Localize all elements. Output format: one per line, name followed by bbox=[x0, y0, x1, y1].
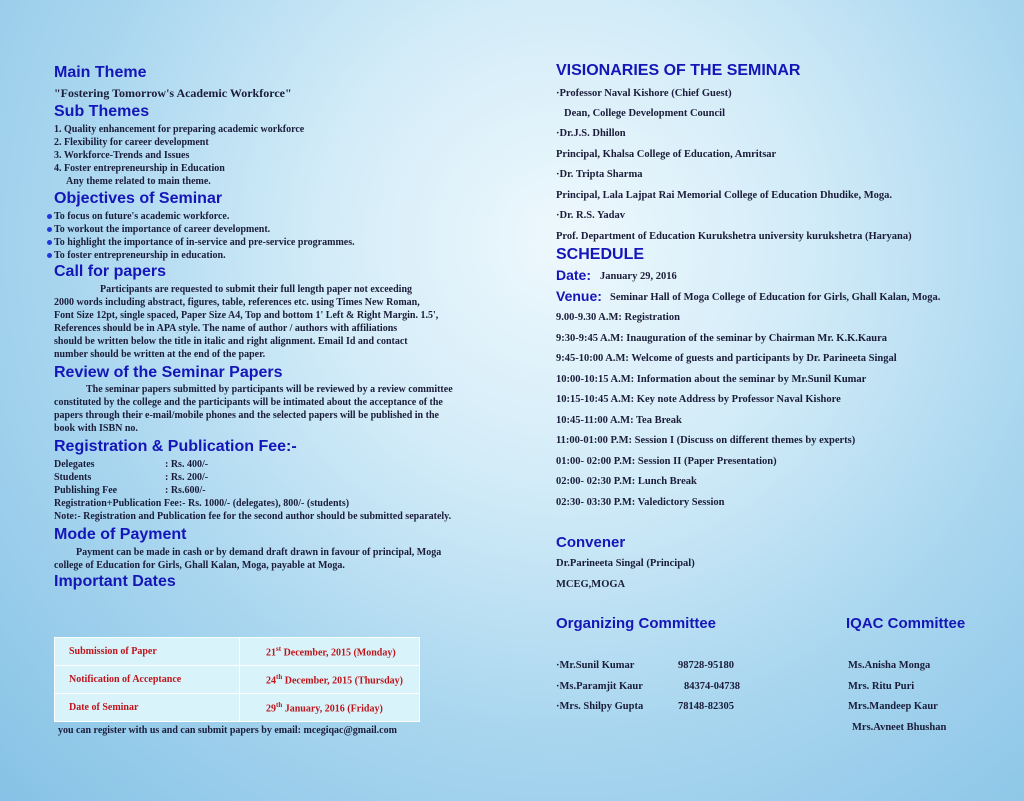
call-for-papers-line: 2000 words including abstract, figures, table, references etc. using Times New Roman, bbox=[54, 297, 420, 308]
call-for-papers-line: Participants are requested to submit their full length paper not exceeding bbox=[100, 284, 413, 295]
organizer-name: ·Mrs. Shilpy Gupta bbox=[556, 701, 644, 712]
bullet-icon bbox=[47, 227, 52, 232]
fee-combined: Registration+Publication Fee:- Rs. 1000/- (delegates), 800/- (students) bbox=[54, 498, 350, 509]
objective-item: To highlight the importance of in-service and pre-service programmes. bbox=[54, 237, 355, 248]
objective-item: To workout the importance of career development. bbox=[54, 224, 271, 235]
review-line: papers through their e-mail/mobile phones and the selected papers will be published in the bbox=[54, 410, 439, 421]
iqac-member: Mrs.Avneet Bhushan bbox=[852, 722, 947, 733]
fee-label: Publishing Fee bbox=[54, 485, 118, 496]
schedule-venue-value: Seminar Hall of Moga College of Education for Girls, Ghall Kalan, Moga. bbox=[610, 292, 941, 303]
schedule-item: 01:00- 02:00 P.M: Session II (Paper Presentation) bbox=[556, 456, 777, 467]
visionary-line: ·Dr. R.S. Yadav bbox=[556, 210, 625, 221]
objectives-heading: Objectives of Seminar bbox=[54, 190, 223, 207]
call-for-papers-heading: Call for papers bbox=[54, 263, 167, 280]
date-label: Submission of Paper bbox=[55, 638, 240, 666]
important-dates-table bbox=[54, 637, 420, 722]
visionary-line: Prof. Department of Education Kurukshetra university kurukshetra (Haryana) bbox=[556, 231, 912, 242]
visionary-line: Principal, Lala Lajpat Rai Memorial College of Education Dhudike, Moga. bbox=[556, 190, 892, 201]
payment-line: Payment can be made in cash or by demand draft drawn in favour of principal, Moga bbox=[76, 547, 442, 558]
fee-label: Delegates bbox=[54, 459, 95, 470]
review-line: constituted by the college and the participants will be intimated about the acceptance of the bbox=[54, 397, 443, 408]
visionary-line: Dean, College Development Council bbox=[564, 108, 725, 119]
convener-heading: Convener bbox=[556, 534, 626, 551]
visionary-line: ·Professor Naval Kishore (Chief Guest) bbox=[556, 88, 732, 99]
sub-theme-item: 1. Quality enhancement for preparing academic workforce bbox=[54, 124, 305, 135]
bullet-icon bbox=[47, 253, 52, 258]
schedule-item: 02:00- 02:30 P.M: Lunch Break bbox=[556, 476, 697, 487]
organizer-phone: 78148-82305 bbox=[678, 701, 734, 712]
visionaries-heading: VISIONARIES OF THE SEMINAR bbox=[556, 62, 801, 79]
schedule-heading: SCHEDULE bbox=[556, 246, 645, 263]
schedule-item: 02:30- 03:30 P.M: Valedictory Session bbox=[556, 497, 725, 508]
visionary-line: Principal, Khalsa College of Education, Amritsar bbox=[556, 149, 777, 160]
call-for-papers-line: number should be written at the end of the paper. bbox=[54, 349, 266, 360]
fee-note: Note:- Registration and Publication fee for the second author should be submitted separately. bbox=[54, 511, 452, 522]
main-theme-text: "Fostering Tomorrow's Academic Workforce" bbox=[54, 86, 292, 100]
sub-themes-heading: Sub Themes bbox=[54, 103, 150, 120]
schedule-date-label: Date: bbox=[556, 267, 592, 283]
schedule-item: 9:45-10:00 A.M: Welcome of guests and participants by Dr. Parineeta Singal bbox=[556, 353, 897, 364]
sub-theme-item: 2. Flexibility for career development bbox=[54, 137, 209, 148]
objective-item: To foster entrepreneurship in education. bbox=[54, 250, 226, 261]
table-row bbox=[55, 666, 420, 694]
date-value: 21st December, 2015 (Monday) bbox=[240, 638, 420, 666]
payment-heading: Mode of Payment bbox=[54, 526, 187, 543]
schedule-item: 11:00-01:00 P.M: Session I (Discuss on different themes by experts) bbox=[556, 435, 856, 446]
organizer-phone: 98728-95180 bbox=[678, 660, 734, 671]
date-label: Notification of Acceptance bbox=[55, 666, 240, 694]
organizer-name: ·Ms.Paramjit Kaur bbox=[556, 681, 643, 692]
review-line: book with ISBN no. bbox=[54, 423, 138, 434]
convener-line: MCEG,MOGA bbox=[556, 579, 626, 590]
schedule-date-value: January 29, 2016 bbox=[600, 271, 677, 282]
iqac-member: Mrs. Ritu Puri bbox=[848, 681, 915, 692]
objective-item: To focus on future's academic workforce. bbox=[54, 211, 230, 222]
organizer-name: ·Mr.Sunil Kumar bbox=[556, 660, 635, 671]
fee-value: : Rs. 200/- bbox=[165, 472, 209, 483]
call-for-papers-line: should be written below the title in italic and right alignment. Email Id and contact bbox=[54, 336, 408, 347]
schedule-venue-label: Venue: bbox=[556, 288, 602, 304]
date-label: Date of Seminar bbox=[55, 694, 240, 722]
main-theme-heading: Main Theme bbox=[54, 64, 147, 81]
schedule-item: 9:30-9:45 A.M: Inauguration of the seminar by Chairman Mr. K.K.Kaura bbox=[556, 333, 888, 344]
call-for-papers-line: Font Size 12pt, single spaced, Paper Size A4, Top and bottom 1' Left & Right Margin. 1.5', bbox=[54, 310, 439, 321]
organizer-phone: 84374-04738 bbox=[684, 681, 740, 692]
date-value: 29th January, 2016 (Friday) bbox=[240, 694, 420, 722]
call-for-papers-line: References should be in APA style. The name of author / authors with affiliations bbox=[54, 323, 398, 334]
schedule-item: 10:00-10:15 A.M: Information about the seminar by Mr.Sunil Kumar bbox=[556, 374, 867, 385]
convener-line: Dr.Parineeta Singal (Principal) bbox=[556, 558, 695, 569]
payment-line: college of Education for Girls, Ghall Kalan, Moga, payable at Moga. bbox=[54, 560, 345, 571]
sub-theme-item: 4. Foster entrepreneurship in Education bbox=[54, 163, 225, 174]
fee-value: : Rs. 400/- bbox=[165, 459, 209, 470]
iqac-member: Ms.Anisha Monga bbox=[848, 660, 931, 671]
iqac-committee-heading: IQAC Committee bbox=[846, 615, 966, 632]
sub-theme-item: 3. Workforce-Trends and Issues bbox=[54, 150, 190, 161]
organizing-committee-heading: Organizing Committee bbox=[556, 615, 717, 632]
visionary-line: ·Dr.J.S. Dhillon bbox=[556, 128, 626, 139]
fee-value: : Rs.600/- bbox=[165, 485, 206, 496]
bullet-icon bbox=[47, 214, 52, 219]
schedule-item: 9.00-9.30 A.M: Registration bbox=[556, 312, 680, 323]
table-row bbox=[55, 694, 420, 722]
visionary-line: ·Dr. Tripta Sharma bbox=[556, 169, 643, 180]
fee-label: Students bbox=[54, 472, 92, 483]
schedule-item: 10:45-11:00 A.M: Tea Break bbox=[556, 415, 682, 426]
important-dates-heading: Important Dates bbox=[54, 573, 176, 590]
bullet-icon bbox=[47, 240, 52, 245]
review-heading: Review of the Seminar Papers bbox=[54, 364, 283, 381]
sub-theme-item: Any theme related to main theme. bbox=[66, 176, 211, 187]
review-line: The seminar papers submitted by participants will be reviewed by a review committee bbox=[86, 384, 453, 395]
schedule-item: 10:15-10:45 A.M: Key note Address by Professor Naval Kishore bbox=[556, 394, 841, 405]
date-value: 24th December, 2015 (Thursday) bbox=[240, 666, 420, 694]
register-note: you can register with us and can submit papers by email: mcegiqac@gmail.com bbox=[58, 725, 397, 736]
table-row bbox=[55, 638, 420, 666]
iqac-member: Mrs.Mandeep Kaur bbox=[848, 701, 938, 712]
fee-heading: Registration & Publication Fee:- bbox=[54, 438, 297, 455]
